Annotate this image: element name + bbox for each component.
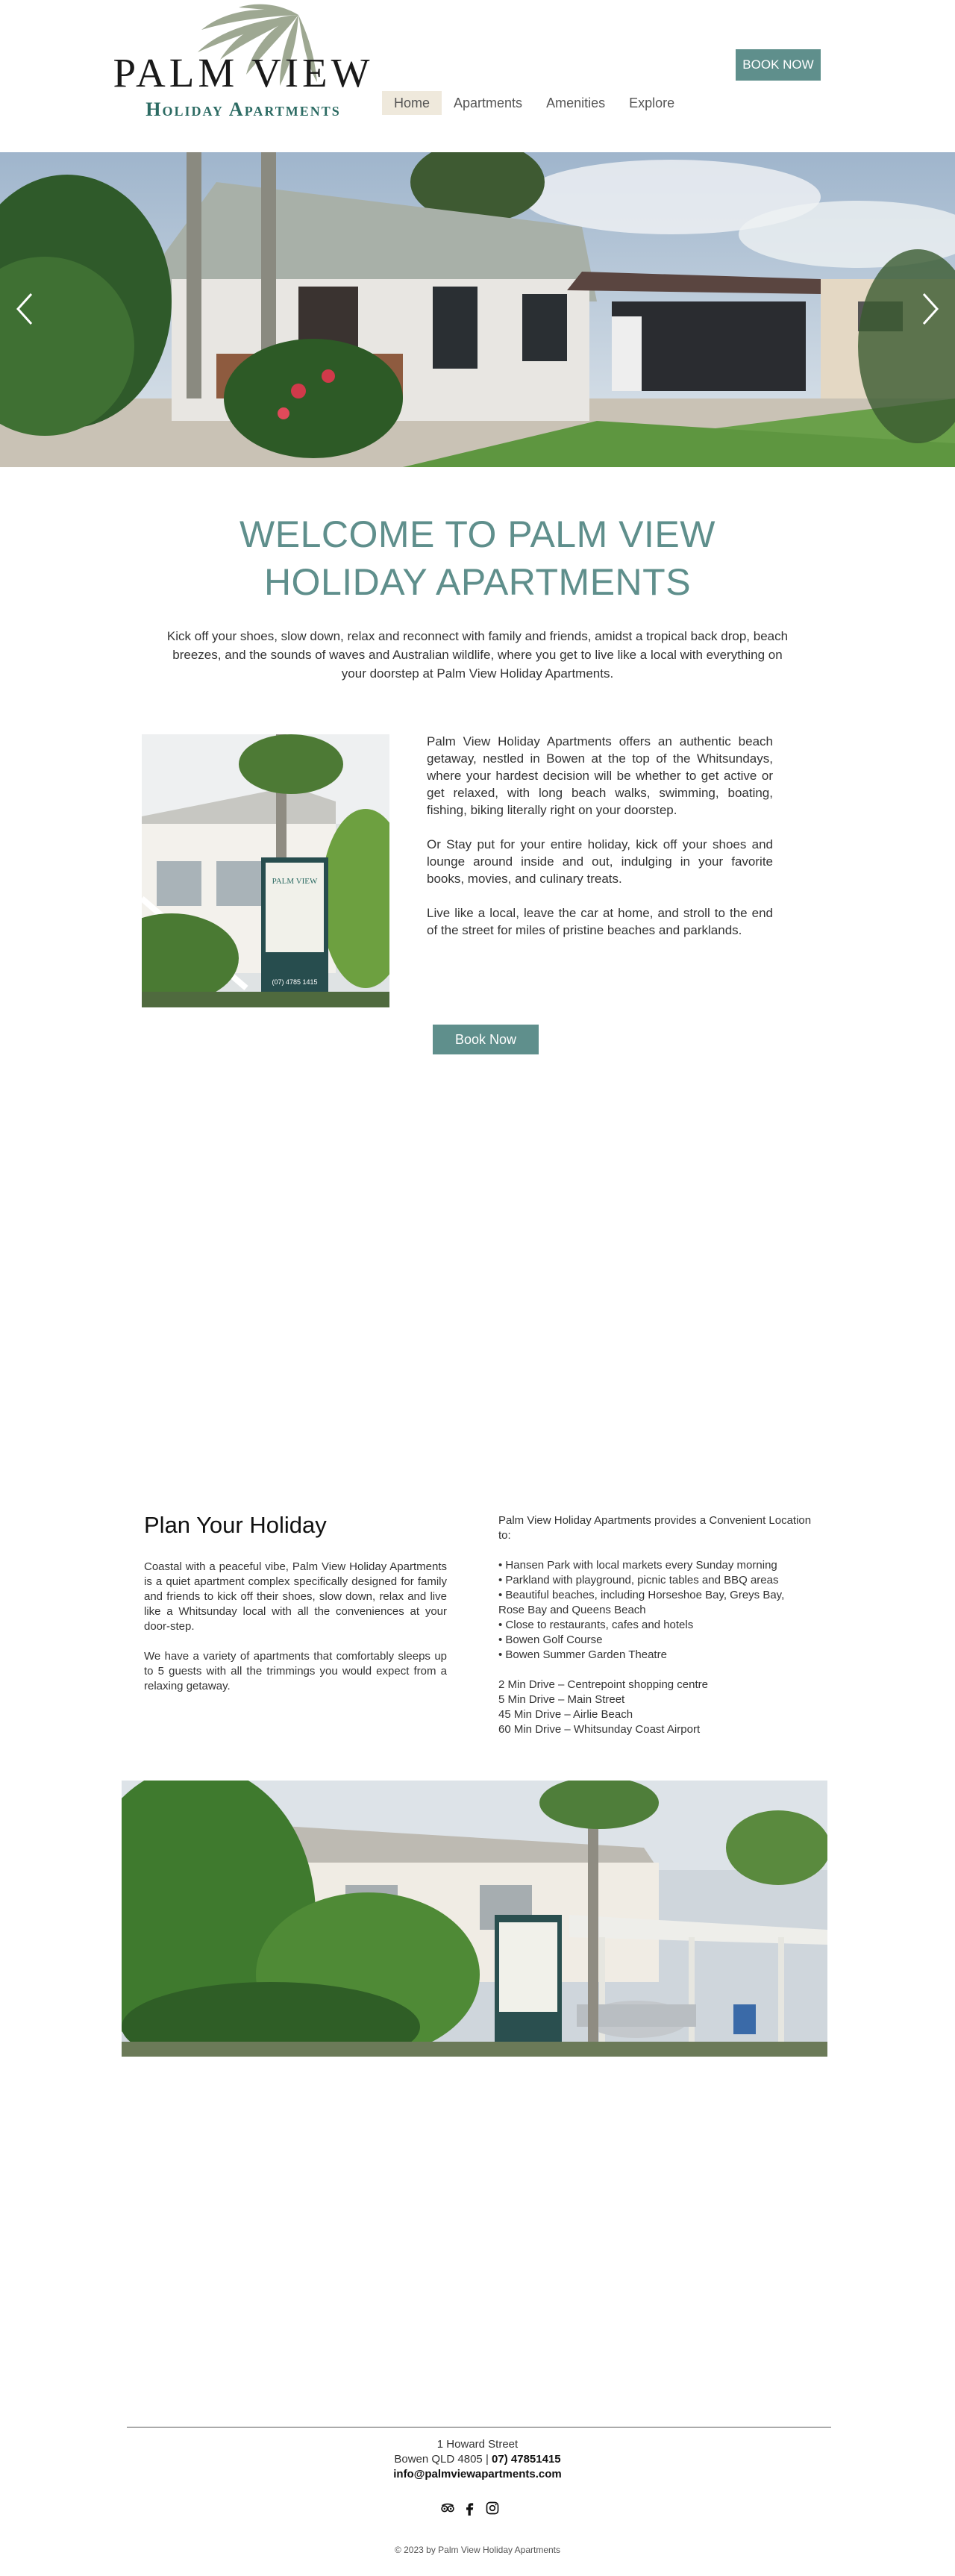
location-list bbox=[498, 1558, 812, 1663]
list-item: • Bowen Golf Course bbox=[498, 1633, 812, 1648]
book-now-button-secondary[interactable]: Book Now bbox=[433, 1025, 539, 1054]
book-now-button[interactable]: BOOK NOW bbox=[736, 49, 821, 81]
nav-item-amenities[interactable]: Amenities bbox=[546, 96, 606, 110]
plan-title: Plan Your Holiday bbox=[144, 1512, 327, 1538]
intro-paragraph-3: Live like a local, leave the car at home, and stroll to the end of the street for miles of pristine beaches and parklands. bbox=[427, 906, 773, 937]
plan-text bbox=[144, 1560, 447, 1709]
list-item: • Close to restaurants, cafes and hotels bbox=[498, 1618, 812, 1633]
drive-time: 2 Min Drive – Centrepoint shopping centre bbox=[498, 1678, 708, 1691]
list-item: • Parkland with playground, picnic tables and BBQ areas bbox=[498, 1573, 812, 1588]
footer-contact bbox=[254, 2437, 701, 2482]
chevron-left-icon[interactable] bbox=[10, 287, 40, 331]
brand-tagline: Holiday Apartments bbox=[145, 99, 341, 120]
footer-email[interactable]: info@palmviewapartments.com bbox=[393, 2468, 562, 2480]
welcome-title-line1: WELCOME TO PALM VIEW bbox=[239, 513, 716, 555]
intro-paragraph-2: Or Stay put for your entire holiday, kick off your shoes and lounge around inside and out, indulging in your favorite books, movies, and culinary treats. bbox=[427, 837, 773, 886]
drive-time: 60 Min Drive – Whitsunday Coast Airport bbox=[498, 1723, 701, 1736]
footer-city-phone bbox=[254, 2452, 701, 2467]
sign-phone: (07) 4785 1415 bbox=[272, 978, 318, 986]
intro-text bbox=[427, 733, 773, 956]
logo[interactable] bbox=[104, 0, 381, 128]
hero-image bbox=[0, 152, 955, 467]
welcome-title-line2: HOLIDAY APARTMENTS bbox=[263, 561, 692, 603]
plan-paragraph-2: We have a variety of apartments that comfortably sleeps up to 5 guests with all the trimmings you would expect from a relaxing getaway. bbox=[144, 1650, 447, 1692]
instagram-icon[interactable] bbox=[485, 2499, 500, 2517]
welcome-text: Kick off your shoes, slow down, relax and reconnect with family and friends, amidst a tropical back drop, beach breezes, and the sounds of waves and Australian wildlife, where you get to live like a local with everything on your doorstep at Palm View Holiday Apartments. bbox=[166, 629, 789, 681]
plan-paragraph-1: Coastal with a peaceful vibe, Palm View Holiday Apartments is a quiet apartment complex specifically designed for family and friends to kick off their shoes, slow down, relax and live like a Whitsunday local with all the conveniences at your door-step. bbox=[144, 1560, 447, 1633]
hero-slideshow bbox=[0, 152, 955, 467]
nav-item-apartments[interactable]: Apartments bbox=[454, 96, 523, 110]
nav-item-home[interactable]: Home bbox=[382, 91, 442, 115]
location-intro: Palm View Holiday Apartments provides a Convenient Location to: bbox=[498, 1514, 812, 1542]
copyright: © 2023 by Palm View Holiday Apartments bbox=[394, 2545, 561, 2555]
list-item: • Beautiful beaches, including Horseshoe Bay, Greys Bay, Rose Bay and Queens Beach bbox=[498, 1588, 812, 1618]
list-item: • Hansen Park with local markets every Sunday morning bbox=[498, 1558, 812, 1573]
social-bar bbox=[440, 2499, 500, 2519]
main-nav bbox=[382, 91, 686, 115]
footer-street: 1 Howard Street bbox=[436, 2438, 519, 2451]
welcome-title bbox=[164, 510, 791, 606]
nav-item-explore[interactable]: Explore bbox=[629, 96, 675, 110]
intro-paragraph-1: Palm View Holiday Apartments offers an authentic beach getaway, nestled in Bowen at the top of the Whitsundays, where your hardest decision will be whether to get active or get relaxed, with long beach walks, swimming, boating, fishing, biking literally right on your doorstep. bbox=[427, 734, 773, 817]
chevron-right-icon[interactable] bbox=[915, 287, 945, 331]
tripadvisor-icon[interactable] bbox=[440, 2499, 455, 2517]
building-sign-photo bbox=[142, 734, 389, 1007]
sign-title: PALM VIEW bbox=[272, 877, 318, 886]
facebook-icon[interactable] bbox=[463, 2499, 478, 2517]
list-item: • Bowen Summer Garden Theatre bbox=[498, 1648, 812, 1663]
location-info bbox=[498, 1513, 812, 1737]
footer-phone[interactable]: 07) 47851415 bbox=[492, 2453, 561, 2466]
brand-name: PALM VIEW bbox=[113, 50, 374, 96]
footer-separator: | bbox=[485, 2453, 489, 2466]
footer-city: Bowen QLD 4805 bbox=[394, 2453, 483, 2466]
drive-time: 45 Min Drive – Airlie Beach bbox=[498, 1708, 633, 1721]
drive-time: 5 Min Drive – Main Street bbox=[498, 1693, 625, 1706]
complex-front-photo bbox=[122, 1781, 827, 2057]
